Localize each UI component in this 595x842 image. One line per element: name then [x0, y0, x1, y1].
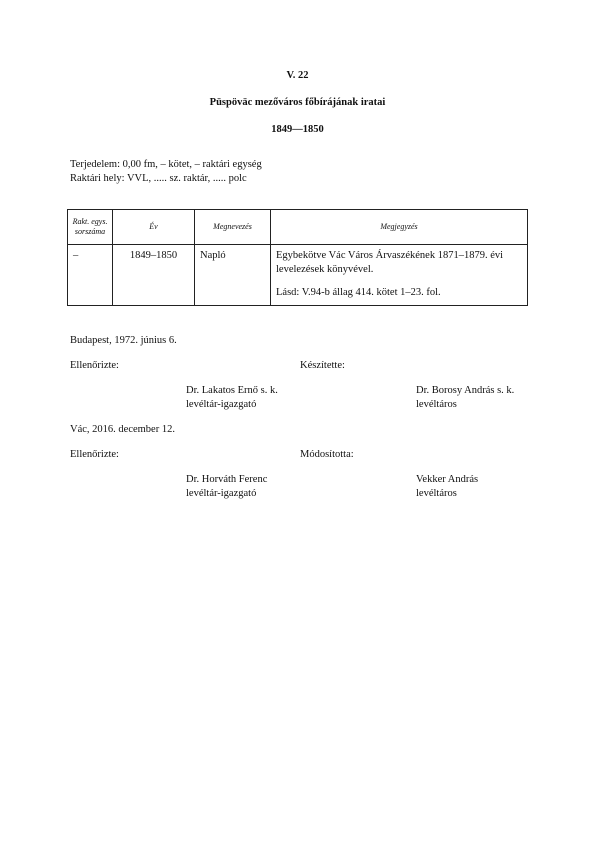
- extent-line: Terjedelem: 0,00 fm, – kötet, – raktári egység: [70, 159, 262, 170]
- cell-year: 1849–1850: [113, 245, 195, 306]
- modifier-name: Vekker András: [416, 474, 479, 485]
- modified-label: Módosította:: [300, 449, 354, 460]
- cell-name: Napló: [195, 245, 271, 306]
- made-label: Készítette:: [300, 360, 345, 371]
- header-name: Megnevezés: [195, 210, 271, 245]
- cell-note: [271, 245, 528, 306]
- checked-label-1: Ellenőrizte:: [70, 360, 119, 371]
- fonds-code: V. 22: [286, 70, 309, 81]
- header-unit-number: Rakt. egys. sorszáma: [68, 210, 113, 245]
- checker-title-1: levéltár-igazgató: [186, 399, 257, 410]
- cell-unit-number: –: [68, 245, 113, 306]
- note-reference: Lásd: V.94-b állag 414. kötet 1–23. fol.: [276, 287, 441, 298]
- note-text: Egybekötve Vác Város Árvaszékének 1871–1879. évi levelezések könyvével.: [276, 250, 504, 275]
- fonds-title: Püspöväc mezőváros főbírájának iratai: [209, 97, 386, 108]
- checker-name-1: Dr. Lakatos Ernő s. k.: [186, 385, 278, 396]
- maker-name: Dr. Borosy András s. k.: [416, 385, 515, 396]
- inventory-table: [67, 209, 528, 306]
- checker-title-2: levéltár-igazgató: [186, 488, 257, 499]
- checked-label-2: Ellenőrizte:: [70, 449, 119, 460]
- place-date-2: Vác, 2016. december 12.: [70, 424, 175, 435]
- table-row: [68, 245, 528, 306]
- modifier-title: levéltáros: [416, 488, 457, 499]
- location-line: Raktári hely: VVL, ..... sz. raktár, ..... polc: [70, 173, 247, 184]
- place-date-1: Budapest, 1972. június 6.: [70, 335, 177, 346]
- fonds-years: 1849—1850: [271, 124, 324, 135]
- maker-title: levéltáros: [416, 399, 457, 410]
- header-year: Év: [113, 210, 195, 245]
- table-header-row: [68, 210, 528, 245]
- checker-name-2: Dr. Horváth Ferenc: [186, 474, 268, 485]
- header-note: Megjegyzés: [271, 210, 528, 245]
